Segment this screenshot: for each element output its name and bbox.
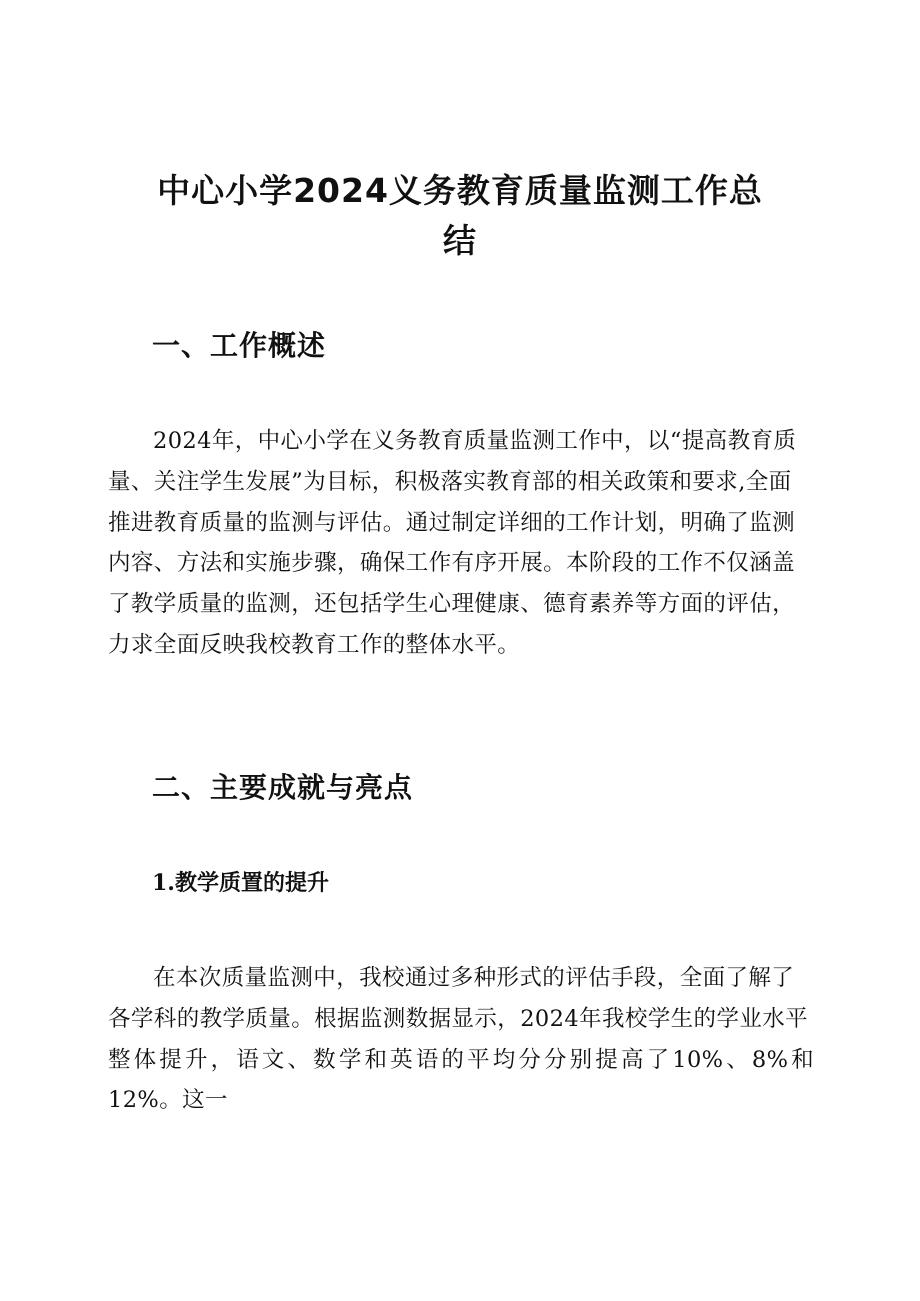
paragraph-line: 了教学质量的监测，还包括学生心理健康、德育素养等方面的评估， <box>108 591 796 618</box>
section-heading-achievements: 二、主要成就与亮点 <box>152 771 414 804</box>
subheading-teaching-quality: 1.教学质置的提升 <box>152 870 329 896</box>
paragraph-line: 各学科的教学质量。根据监测数据显示，2024年我校学生的学业水平 <box>108 1005 809 1032</box>
paragraph-line: 力求全面反映我校教育工作的整体水平。 <box>108 631 521 658</box>
paragraph-line: 内容、方法和实施步骤，确保工作有序开展。本阶段的工作不仅涵盖 <box>108 550 796 577</box>
title-line: 结 <box>443 221 477 260</box>
paragraph-line: 整体提升，语文、数学和英语的平均分分别提高了10%、8%和12%。这一 <box>108 1046 814 1114</box>
title-line: 中心小学2024义务教育质量监测工作总 <box>157 171 763 210</box>
paragraph-line: 推进教育质量的监测与评估。通过制定详细的工作计划，明确了监测 <box>108 509 796 536</box>
section-heading-overview: 一、工作概述 <box>152 329 327 362</box>
achievements-paragraph <box>108 958 814 1121</box>
paragraph-line: 量、关注学生发展”为目标，积极落实教育部的相关政策和要求,全面 <box>108 468 792 495</box>
paragraph-line: 在本次质量监测中，我校通过多种形式的评估手段，全面了解了 <box>153 965 795 991</box>
overview-paragraph <box>108 421 814 666</box>
document-title <box>150 166 770 266</box>
paragraph-line: 2024年，中心小学在义务教育质量监测工作中，以“提高教育质 <box>153 428 797 454</box>
